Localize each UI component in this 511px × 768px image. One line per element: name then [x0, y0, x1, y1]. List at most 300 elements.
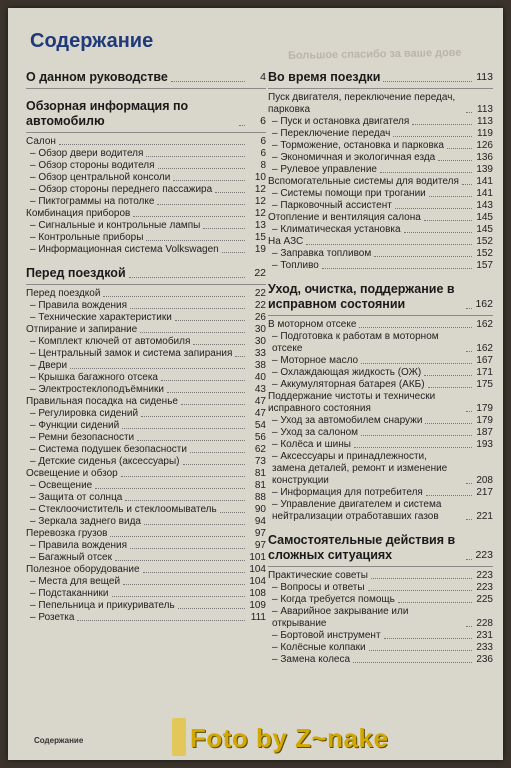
toc-leader-dots [466, 411, 472, 412]
toc-page-number: 193 [476, 439, 493, 450]
toc-page-number: 179 [476, 403, 493, 414]
toc-label: – Аксессуары и принадлежности, замена деталей, ремонт и изменение конструкции [272, 451, 463, 487]
toc-leader-dots [466, 626, 472, 627]
toc-section [268, 282, 493, 312]
toc-label: – Уход за автомобилем снаружи [272, 415, 422, 427]
toc-leader-dots [161, 380, 245, 381]
toc-subitem [268, 128, 493, 140]
toc-leader-dots [158, 168, 245, 169]
toc-item [26, 564, 266, 576]
toc-page-number: 97 [254, 528, 266, 539]
toc-label: Самостоятельные действия в сложных ситуациях [268, 533, 456, 562]
toc-leader-dots [171, 81, 245, 82]
toc-subitem [26, 408, 266, 420]
toc-leader-dots [173, 180, 245, 181]
toc-leader-dots [181, 404, 245, 405]
toc-subitem [26, 196, 266, 208]
toc-label: – Охлаждающая жидкость (ОЖ) [272, 367, 421, 379]
toc-page-number: 113 [477, 104, 493, 115]
toc-leader-dots [203, 228, 245, 229]
toc-subitem [268, 451, 493, 487]
toc-item [268, 319, 493, 331]
toc-subitem [268, 164, 493, 176]
toc-column-left [26, 70, 266, 624]
toc-subitem [268, 116, 493, 128]
page-title: Содержание [30, 30, 154, 52]
toc-page-number: 81 [254, 468, 266, 479]
toc-page-number: 62 [254, 444, 266, 455]
toc-leader-dots [425, 423, 472, 424]
toc-leader-dots [215, 192, 245, 193]
toc-page-number: 6 [260, 136, 266, 147]
toc-page-number: 228 [476, 618, 493, 629]
toc-label: – Экономичная и экологичная езда [272, 152, 435, 164]
toc-page-number: 12 [254, 196, 266, 207]
toc-subitem [26, 336, 266, 348]
toc-leader-dots [384, 638, 472, 639]
toc-label: – Пуск и остановка двигателя [272, 116, 409, 128]
toc-item [268, 92, 493, 116]
toc-page-number: 223 [475, 549, 493, 561]
toc-subitem [268, 224, 493, 236]
toc-subitem [26, 504, 266, 516]
toc-label: – Топливо [272, 260, 319, 272]
toc-subitem [26, 420, 266, 432]
toc-label: – Технические характеристики [30, 312, 172, 324]
toc-page-number: 119 [477, 128, 493, 139]
toc-label: – Аварийное закрывание или открывание [272, 606, 463, 630]
toc-page-number: 109 [249, 600, 266, 611]
section-rule [268, 88, 493, 89]
toc-subitem [26, 576, 266, 588]
toc-subitem [26, 312, 266, 324]
toc-page-number: 104 [249, 564, 266, 575]
toc-label: Комбинация приборов [26, 208, 131, 219]
toc-page-number: 97 [254, 540, 266, 551]
toc-leader-dots [122, 428, 245, 429]
toc-label: – Колёсные колпаки [272, 642, 366, 654]
toc-subitem [26, 360, 266, 372]
toc-page-number: 54 [254, 420, 266, 431]
toc-leader-dots [466, 483, 472, 484]
toc-item [268, 212, 493, 224]
toc-subitem [268, 594, 493, 606]
toc-subitem [268, 152, 493, 164]
toc-subitem [26, 492, 266, 504]
toc-subitem [268, 379, 493, 391]
toc-page-number: 47 [254, 396, 266, 407]
toc-subitem [26, 384, 266, 396]
toc-page-number: 13 [254, 220, 266, 231]
toc-leader-dots [125, 500, 245, 501]
toc-label: – Розетка [30, 612, 74, 624]
toc-label: Вспомогательные системы для водителя [268, 176, 459, 187]
toc-page-number: 40 [254, 372, 266, 383]
toc-page-number: 108 [249, 588, 266, 599]
toc-label: – Парковочный ассистент [272, 200, 392, 212]
toc-subitem [26, 348, 266, 360]
toc-page-number: 187 [476, 427, 493, 438]
toc-leader-dots [130, 548, 245, 549]
toc-leader-dots [354, 447, 472, 448]
toc-leader-dots [322, 268, 472, 269]
toc-label: – Места для вещей [30, 576, 120, 588]
toc-page-number: 157 [476, 260, 493, 271]
toc-leader-dots [70, 368, 245, 369]
toc-label: Практические советы [268, 570, 368, 581]
toc-leader-dots [235, 356, 245, 357]
toc-subitem [26, 600, 266, 612]
toc-page-number: 225 [476, 594, 493, 605]
toc-page-number: 30 [254, 324, 266, 335]
toc-leader-dots [178, 608, 245, 609]
toc-subitem [268, 200, 493, 212]
section-rule [268, 315, 493, 316]
toc-label: – Правила вождения [30, 540, 127, 552]
toc-label: – Функции сидений [30, 420, 119, 432]
toc-label: О данном руководстве [26, 70, 168, 84]
toc-label: Полезное оборудование [26, 564, 140, 575]
toc-page-number: 30 [254, 336, 266, 347]
toc-leader-dots [115, 560, 245, 561]
toc-item [26, 136, 266, 148]
toc-label: – Переключение передач [272, 128, 390, 140]
toc-label: – Багажный отсек [30, 552, 112, 564]
toc-page-number: 88 [254, 492, 266, 503]
toc-leader-dots [59, 144, 245, 145]
toc-subitem [26, 456, 266, 468]
toc-label: – Рулевое управление [272, 164, 377, 176]
toc-page-number: 101 [249, 552, 266, 563]
toc-label: Салон [26, 136, 56, 147]
toc-leader-dots [466, 112, 472, 113]
toc-page-number: 12 [254, 184, 266, 195]
toc-page-number: 223 [476, 582, 493, 593]
toc-subitem [26, 232, 266, 244]
toc-page-number: 145 [476, 212, 493, 223]
toc-page-number: 56 [254, 432, 266, 443]
toc-subitem [268, 140, 493, 152]
toc-leader-dots [429, 196, 472, 197]
toc-leader-dots [193, 344, 245, 345]
toc-label: На АЗС [268, 236, 304, 247]
toc-section [268, 533, 493, 563]
toc-leader-dots [383, 81, 472, 82]
toc-leader-dots [157, 204, 245, 205]
toc-leader-dots [123, 584, 245, 585]
toc-leader-dots [466, 519, 472, 520]
toc-page-number: 126 [476, 140, 493, 151]
toc-label: – Детские сиденья (аксессуары) [30, 456, 180, 468]
toc-subitem [26, 432, 266, 444]
toc-label: – Заправка топливом [272, 248, 371, 260]
toc-leader-dots [77, 620, 245, 621]
toc-leader-dots [167, 392, 245, 393]
toc-label: – Защита от солнца [30, 492, 122, 504]
toc-leader-dots [133, 216, 245, 217]
toc-label: Уход, очистка, поддержание в исправном состоянии [268, 282, 455, 311]
toc-subitem [268, 331, 493, 355]
toc-page-number: 12 [254, 208, 266, 219]
toc-label: – Обзор стороны водителя [30, 160, 155, 172]
toc-item [268, 176, 493, 188]
toc-page-number: 6 [260, 115, 266, 127]
toc-subitem [268, 355, 493, 367]
toc-leader-dots [183, 464, 246, 465]
toc-page-number: 221 [476, 511, 493, 522]
toc-subitem [268, 630, 493, 642]
toc-page-number: 104 [249, 576, 266, 587]
toc-label: – Обзор стороны переднего пассажира [30, 184, 212, 196]
toc-subitem [268, 415, 493, 427]
toc-leader-dots [424, 220, 472, 221]
toc-leader-dots [144, 524, 245, 525]
toc-page-number: 90 [254, 504, 266, 515]
toc-leader-dots [374, 256, 472, 257]
toc-label: – Зеркала заднего вида [30, 516, 141, 528]
toc-page-number: 26 [254, 312, 266, 323]
toc-leader-dots [130, 308, 245, 309]
toc-leader-dots [239, 125, 245, 126]
toc-leader-dots [466, 308, 472, 309]
toc-page-number: 143 [476, 200, 493, 211]
toc-page-number: 171 [476, 367, 493, 378]
toc-label: – Обзор двери водителя [30, 148, 143, 160]
toc-subitem [268, 606, 493, 630]
toc-page-number: 179 [476, 415, 493, 426]
toc-label: – Вопросы и ответы [272, 582, 365, 594]
toc-subitem [268, 487, 493, 499]
toc-subitem [26, 516, 266, 528]
toc-label: Во время поездки [268, 70, 381, 84]
toc-page-number: 81 [254, 480, 266, 491]
toc-leader-dots [141, 416, 245, 417]
toc-leader-dots [95, 488, 245, 489]
toc-subitem [26, 552, 266, 564]
toc-label: – Бортовой инструмент [272, 630, 381, 642]
toc-subitem [26, 444, 266, 456]
toc-subitem [26, 612, 266, 624]
toc-page-number: 47 [254, 408, 266, 419]
toc-leader-dots [137, 440, 245, 441]
toc-label: – Стеклоочиститель и стеклоомыватель [30, 504, 217, 516]
toc-page-number: 141 [476, 188, 493, 199]
toc-leader-dots [404, 232, 472, 233]
toc-page-number: 22 [254, 288, 266, 299]
toc-page-number: 236 [476, 654, 493, 665]
toc-leader-dots [359, 327, 472, 328]
toc-section [26, 99, 266, 129]
toc-label: – Когда требуется помощь [272, 594, 395, 606]
toc-page-number: 73 [254, 456, 266, 467]
toc-label: – Подготовка к работам в моторном отсеке [272, 331, 463, 355]
toc-leader-dots [190, 452, 245, 453]
toc-leader-dots [466, 559, 472, 560]
toc-leader-dots [103, 296, 245, 297]
toc-leader-dots [412, 124, 472, 125]
toc-leader-dots [112, 596, 246, 597]
toc-subitem [268, 248, 493, 260]
toc-leader-dots [380, 172, 472, 173]
toc-label: Перед поездкой [26, 288, 101, 299]
manual-page [8, 8, 503, 760]
toc-item [26, 288, 266, 300]
toc-label: Перевозка грузов [26, 528, 108, 539]
toc-subitem [26, 588, 266, 600]
toc-label: – Информационная система Volkswagen [30, 244, 219, 256]
toc-page-number: 175 [476, 379, 493, 390]
toc-label: – Уход за салоном [272, 427, 358, 439]
toc-subitem [26, 148, 266, 160]
toc-leader-dots [371, 578, 472, 579]
toc-subitem [26, 184, 266, 196]
toc-page-number: 231 [476, 630, 493, 641]
toc-leader-dots [143, 572, 245, 573]
toc-page-number: 113 [476, 71, 493, 83]
toc-item [26, 528, 266, 540]
toc-section [26, 266, 266, 281]
toc-page-number: 10 [254, 172, 266, 183]
toc-label: – Ремни безопасности [30, 432, 134, 444]
toc-subitem [26, 160, 266, 172]
toc-item [26, 324, 266, 336]
toc-page-number: 8 [260, 160, 266, 171]
toc-leader-dots [395, 208, 472, 209]
toc-subitem [26, 220, 266, 232]
toc-label: Правильная посадка на сиденье [26, 396, 178, 407]
toc-subitem [26, 372, 266, 384]
toc-page-number: 233 [476, 642, 493, 653]
toc-page-number: 22 [254, 300, 266, 311]
toc-subitem [26, 244, 266, 256]
toc-label: В моторном отсеке [268, 319, 357, 330]
toc-label: – Центральный замок и система запирания [30, 348, 232, 360]
toc-label: Перед поездкой [26, 266, 126, 280]
toc-label: – Контрольные приборы [30, 232, 143, 244]
toc-page-number: 33 [254, 348, 266, 359]
toc-label: – Замена колеса [272, 654, 350, 666]
toc-item [268, 391, 493, 415]
toc-label: – Пиктограммы на потолке [30, 196, 154, 208]
toc-page-number: 145 [476, 224, 493, 235]
toc-page-number: 22 [254, 267, 266, 279]
toc-leader-dots [369, 650, 472, 651]
toc-label: – Система подушек безопасности [30, 444, 187, 456]
toc-leader-dots [146, 240, 245, 241]
toc-label: – Моторное масло [272, 355, 358, 367]
toc-item [26, 208, 266, 220]
toc-leader-dots [462, 184, 472, 185]
toc-leader-dots [110, 536, 245, 537]
toc-page-number: 217 [476, 487, 493, 498]
toc-leader-dots [353, 662, 472, 663]
toc-page-number: 152 [476, 248, 493, 259]
toc-page-number: 223 [476, 570, 493, 581]
toc-label: – Электростеклоподъёмники [30, 384, 164, 396]
toc-leader-dots [466, 351, 472, 352]
toc-subitem [26, 540, 266, 552]
toc-subitem [268, 188, 493, 200]
toc-item [26, 468, 266, 480]
toc-label: – Крышка багажного отсека [30, 372, 158, 384]
toc-page-number: 94 [254, 516, 266, 527]
toc-leader-dots [306, 244, 472, 245]
toc-label: – Комплект ключей от автомобиля [30, 336, 190, 348]
toc-subitem [268, 367, 493, 379]
toc-column-right [268, 70, 493, 666]
sticky-tab [172, 718, 186, 756]
toc-label: – Информация для потребителя [272, 487, 423, 499]
toc-label: – Правила вождения [30, 300, 127, 312]
toc-label: Пуск двигателя, переключение передач, парковка [268, 92, 456, 115]
toc-page-number: 139 [476, 164, 493, 175]
toc-subitem [268, 582, 493, 594]
toc-label: – Регулировка сидений [30, 408, 138, 420]
toc-label: Поддержание чистоты и технически исправного состояния [268, 391, 436, 414]
toc-leader-dots [398, 602, 472, 603]
toc-subitem [268, 654, 493, 666]
toc-label: – Системы помощи при трогании [272, 188, 426, 200]
toc-page-number: 4 [260, 71, 266, 83]
toc-label: – Обзор центральной консоли [30, 172, 170, 184]
toc-label: – Торможение, остановка и парковка [272, 140, 444, 152]
toc-page-number: 19 [254, 244, 266, 255]
toc-subitem [26, 480, 266, 492]
toc-item [268, 570, 493, 582]
toc-leader-dots [146, 156, 245, 157]
toc-leader-dots [175, 320, 245, 321]
toc-page-number: 43 [254, 384, 266, 395]
toc-leader-dots [121, 476, 245, 477]
toc-subitem [268, 260, 493, 272]
toc-leader-dots [220, 512, 245, 513]
toc-label: Освещение и обзор [26, 468, 118, 479]
toc-leader-dots [428, 387, 472, 388]
toc-leader-dots [438, 160, 472, 161]
toc-page-number: 152 [476, 236, 493, 247]
page-footer-label: Содержание [34, 736, 84, 745]
toc-page-number: 162 [475, 298, 493, 310]
toc-leader-dots [361, 363, 472, 364]
toc-label: Обзорная информация по автомобилю [26, 99, 189, 128]
toc-leader-dots [393, 136, 472, 137]
toc-page-number: 15 [254, 232, 266, 243]
section-rule [26, 88, 266, 89]
toc-label: – Управление двигателем и система нейтрализации отработавших газов [272, 499, 463, 523]
toc-leader-dots [129, 277, 245, 278]
toc-page-number: 38 [254, 360, 266, 371]
toc-page-number: 167 [476, 355, 493, 366]
toc-label: – Освещение [30, 480, 92, 492]
faded-bleed-text: Большое спасибо за ваше дове [287, 46, 462, 62]
toc-label: – Двери [30, 360, 67, 372]
toc-leader-dots [140, 332, 245, 333]
photo-watermark: Foto by Z~nake [190, 723, 389, 753]
toc-page-number: 111 [250, 612, 266, 623]
toc-page-number: 113 [477, 116, 493, 127]
toc-subitem [268, 642, 493, 654]
toc-label: – Подстаканники [30, 588, 109, 600]
toc-section [26, 70, 266, 85]
section-rule [26, 284, 266, 285]
toc-leader-dots [424, 375, 472, 376]
toc-item [268, 236, 493, 248]
toc-label: – Аккумуляторная батарея (АКБ) [272, 379, 425, 391]
section-rule [26, 132, 266, 133]
section-rule [268, 566, 493, 567]
toc-subitem [268, 499, 493, 523]
toc-section [268, 70, 493, 85]
